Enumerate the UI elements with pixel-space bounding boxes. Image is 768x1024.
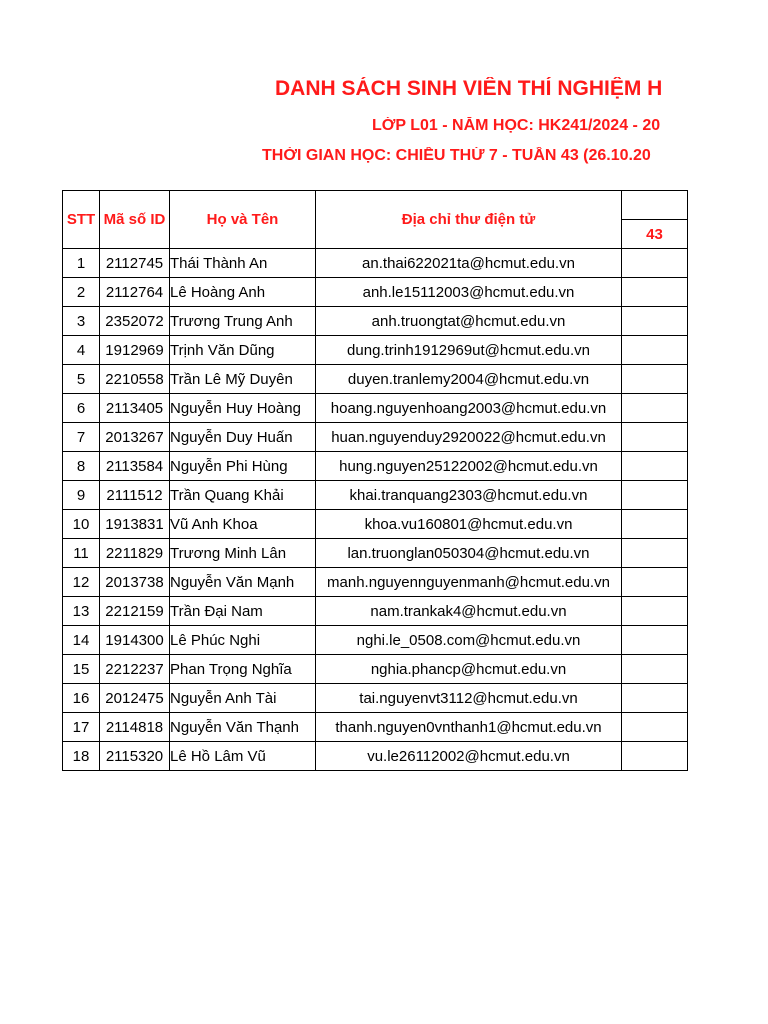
header-week-group [622,191,688,220]
table-row [63,249,688,278]
table-row [63,423,688,452]
cell-id: 2211829 [100,539,170,568]
cell-name: Trịnh Văn Dũng [170,336,316,365]
cell-name: Nguyễn Huy Hoàng [170,394,316,423]
cell-week-43 [622,684,688,713]
cell-id: 2115320 [100,742,170,771]
cell-email: an.thai622021ta@hcmut.edu.vn [316,249,622,278]
table-row [63,742,688,771]
cell-email: hoang.nguyenhoang2003@hcmut.edu.vn [316,394,622,423]
header-email: Địa chỉ thư điện tử [316,191,622,249]
cell-name: Nguyễn Duy Huấn [170,423,316,452]
cell-id: 2112764 [100,278,170,307]
table-row [63,713,688,742]
cell-id: 1914300 [100,626,170,655]
page-title: DANH SÁCH SINH VIÊN THÍ NGHIỆM H [275,77,663,100]
class-line: LỚP L01 - NĂM HỌC: HK241/2024 - 20 [372,117,661,134]
cell-id: 2113405 [100,394,170,423]
table-row [63,655,688,684]
table-row [63,394,688,423]
cell-stt: 3 [63,307,100,336]
cell-email: khai.tranquang2303@hcmut.edu.vn [316,481,622,510]
cell-week-43 [622,597,688,626]
cell-name: Nguyễn Văn Mạnh [170,568,316,597]
cell-email: anh.le15112003@hcmut.edu.vn [316,278,622,307]
cell-name: Trương Minh Lân [170,539,316,568]
cell-stt: 2 [63,278,100,307]
table-row [63,568,688,597]
cell-email: khoa.vu160801@hcmut.edu.vn [316,510,622,539]
cell-week-43 [622,365,688,394]
cell-stt: 14 [63,626,100,655]
cell-email: anh.truongtat@hcmut.edu.vn [316,307,622,336]
table-row [63,626,688,655]
cell-week-43 [622,568,688,597]
cell-week-43 [622,394,688,423]
cell-id: 2013267 [100,423,170,452]
cell-id: 2013738 [100,568,170,597]
cell-name: Nguyễn Phi Hùng [170,452,316,481]
cell-stt: 7 [63,423,100,452]
cell-name: Trần Đại Nam [170,597,316,626]
cell-week-43 [622,336,688,365]
table-row [63,452,688,481]
cell-stt: 6 [63,394,100,423]
cell-id: 2112745 [100,249,170,278]
cell-stt: 1 [63,249,100,278]
cell-stt: 9 [63,481,100,510]
table-row [63,365,688,394]
table-row [63,481,688,510]
cell-name: Trương Trung Anh [170,307,316,336]
page-edge [689,180,768,800]
cell-stt: 10 [63,510,100,539]
cell-id: 2012475 [100,684,170,713]
cell-email: lan.truonglan050304@hcmut.edu.vn [316,539,622,568]
cell-name: Trần Quang Khải [170,481,316,510]
cell-id: 2113584 [100,452,170,481]
cell-id: 2212159 [100,597,170,626]
header-stt: STT [63,191,100,249]
cell-name: Trần Lê Mỹ Duyên [170,365,316,394]
cell-email: nam.trankak4@hcmut.edu.vn [316,597,622,626]
table-row [63,336,688,365]
cell-name: Lê Hồ Lâm Vũ [170,742,316,771]
cell-week-43 [622,307,688,336]
cell-email: huan.nguyenduy2920022@hcmut.edu.vn [316,423,622,452]
cell-name: Lê Phúc Nghi [170,626,316,655]
cell-email: tai.nguyenvt3112@hcmut.edu.vn [316,684,622,713]
cell-week-43 [622,249,688,278]
cell-week-43 [622,278,688,307]
cell-stt: 5 [63,365,100,394]
cell-week-43 [622,481,688,510]
cell-stt: 16 [63,684,100,713]
cell-id: 2111512 [100,481,170,510]
cell-week-43 [622,423,688,452]
time-line: THỜI GIAN HỌC: CHIỀU THỨ 7 - TUẦN 43 (26.10.20 [262,147,651,164]
header-week: 43 [622,220,688,249]
cell-email: nghia.phancp@hcmut.edu.vn [316,655,622,684]
cell-name: Thái Thành An [170,249,316,278]
cell-week-43 [622,713,688,742]
cell-stt: 13 [63,597,100,626]
cell-email: dung.trinh1912969ut@hcmut.edu.vn [316,336,622,365]
cell-id: 2114818 [100,713,170,742]
cell-stt: 15 [63,655,100,684]
cell-stt: 11 [63,539,100,568]
cell-name: Phan Trọng Nghĩa [170,655,316,684]
cell-name: Nguyễn Văn Thạnh [170,713,316,742]
table-row [63,510,688,539]
header-name: Họ và Tên [170,191,316,249]
cell-name: Nguyễn Anh Tài [170,684,316,713]
cell-email: manh.nguyennguyenmanh@hcmut.edu.vn [316,568,622,597]
cell-stt: 8 [63,452,100,481]
cell-email: nghi.le_0508.com@hcmut.edu.vn [316,626,622,655]
table-row [63,684,688,713]
cell-email: hung.nguyen25122002@hcmut.edu.vn [316,452,622,481]
table-row [63,278,688,307]
table-row [63,597,688,626]
table-row [63,539,688,568]
cell-week-43 [622,510,688,539]
cell-email: duyen.tranlemy2004@hcmut.edu.vn [316,365,622,394]
cell-name: Vũ Anh Khoa [170,510,316,539]
cell-week-43 [622,626,688,655]
table-row [63,307,688,336]
cell-week-43 [622,655,688,684]
cell-name: Lê Hoàng Anh [170,278,316,307]
header-id: Mã số ID [100,191,170,249]
cell-week-43 [622,742,688,771]
student-table [62,190,688,771]
cell-stt: 12 [63,568,100,597]
cell-stt: 18 [63,742,100,771]
cell-email: vu.le26112002@hcmut.edu.vn [316,742,622,771]
cell-stt: 17 [63,713,100,742]
cell-id: 2212237 [100,655,170,684]
cell-week-43 [622,539,688,568]
cell-stt: 4 [63,336,100,365]
cell-id: 2352072 [100,307,170,336]
cell-id: 1913831 [100,510,170,539]
cell-week-43 [622,452,688,481]
cell-email: thanh.nguyen0vnthanh1@hcmut.edu.vn [316,713,622,742]
cell-id: 1912969 [100,336,170,365]
cell-id: 2210558 [100,365,170,394]
